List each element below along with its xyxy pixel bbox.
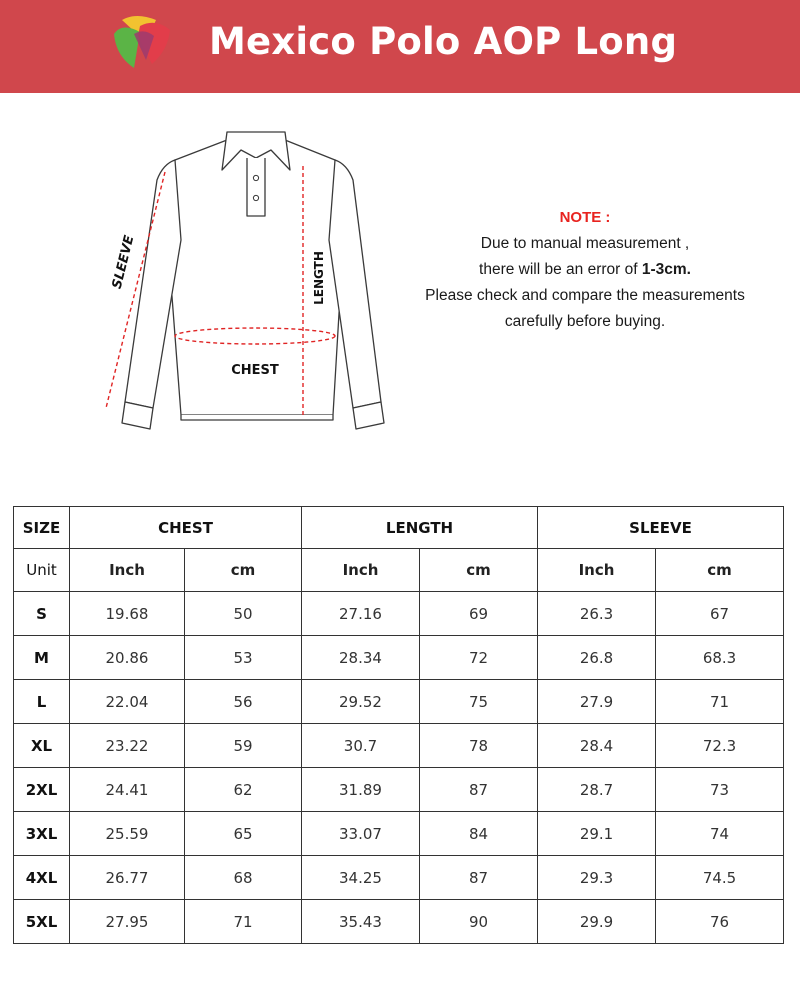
size-cell: XL <box>14 724 70 768</box>
length-inch-cell: 35.43 <box>302 900 420 944</box>
length-cm-cell: 87 <box>420 768 538 812</box>
page-title: Mexico Polo AOP Long <box>209 20 678 63</box>
sleeve-inch-cell: 27.9 <box>538 680 656 724</box>
table-row <box>14 724 784 768</box>
length-cm-cell: 72 <box>420 636 538 680</box>
chest-cm-cell: 50 <box>185 592 302 636</box>
measurement-note <box>400 205 770 335</box>
chest-cm-cell: 71 <box>185 900 302 944</box>
note-line-4: carefully before buying. <box>504 313 666 330</box>
sleeve-inch-cell: 26.8 <box>538 636 656 680</box>
sleeve-cm-cell: 71 <box>656 680 784 724</box>
table-header-row <box>14 507 784 549</box>
chest-inch-cell: 25.59 <box>70 812 185 856</box>
brand-logo-icon <box>112 14 176 72</box>
table-row <box>14 900 784 944</box>
length-cm-cell: 69 <box>420 592 538 636</box>
length-cm-cell: 75 <box>420 680 538 724</box>
note-error-range: 1-3cm. <box>641 261 691 278</box>
length-cm-cell: 90 <box>420 900 538 944</box>
table-row <box>14 680 784 724</box>
size-cell: L <box>14 680 70 724</box>
sleeve-inch-cell: 29.3 <box>538 856 656 900</box>
size-chart-table <box>13 506 784 944</box>
sleeve-cm-cell: 68.3 <box>656 636 784 680</box>
table-row <box>14 812 784 856</box>
size-cell: S <box>14 592 70 636</box>
unit-label: Unit <box>14 549 70 592</box>
sleeve-cm-cell: 67 <box>656 592 784 636</box>
sleeve-cm-cell: 74 <box>656 812 784 856</box>
sleeve-cm-cell: 73 <box>656 768 784 812</box>
note-line-2-prefix: there will be an error of <box>479 261 642 278</box>
unit-cell: cm <box>420 549 538 592</box>
table-row <box>14 636 784 680</box>
chest-inch-cell: 19.68 <box>70 592 185 636</box>
chest-cm-cell: 53 <box>185 636 302 680</box>
chest-inch-cell: 20.86 <box>70 636 185 680</box>
size-cell: M <box>14 636 70 680</box>
length-label: LENGTH <box>312 251 326 305</box>
chest-cm-cell: 65 <box>185 812 302 856</box>
sleeve-cm-cell: 72.3 <box>656 724 784 768</box>
polo-shirt-diagram <box>95 120 405 440</box>
length-inch-cell: 28.34 <box>302 636 420 680</box>
header-chest: CHEST <box>70 507 302 549</box>
chest-cm-cell: 68 <box>185 856 302 900</box>
sleeve-cm-cell: 76 <box>656 900 784 944</box>
note-line-3: Please check and compare the measurements <box>425 287 745 304</box>
chest-inch-cell: 27.95 <box>70 900 185 944</box>
sleeve-inch-cell: 29.1 <box>538 812 656 856</box>
chest-cm-cell: 56 <box>185 680 302 724</box>
length-inch-cell: 34.25 <box>302 856 420 900</box>
table-row <box>14 768 784 812</box>
length-inch-cell: 27.16 <box>302 592 420 636</box>
table-row <box>14 856 784 900</box>
table-row <box>14 592 784 636</box>
header-sleeve: SLEEVE <box>538 507 784 549</box>
length-inch-cell: 33.07 <box>302 812 420 856</box>
chest-inch-cell: 26.77 <box>70 856 185 900</box>
sleeve-label: SLEEVE <box>109 233 138 291</box>
length-inch-cell: 30.7 <box>302 724 420 768</box>
note-title: NOTE : <box>559 209 611 226</box>
sleeve-inch-cell: 28.4 <box>538 724 656 768</box>
chest-label: CHEST <box>231 363 279 378</box>
header-size: SIZE <box>14 507 70 549</box>
note-line-2 <box>400 257 770 283</box>
size-cell: 5XL <box>14 900 70 944</box>
length-inch-cell: 29.52 <box>302 680 420 724</box>
sleeve-inch-cell: 29.9 <box>538 900 656 944</box>
length-cm-cell: 87 <box>420 856 538 900</box>
chest-inch-cell: 23.22 <box>70 724 185 768</box>
header-length: LENGTH <box>302 507 538 549</box>
unit-cell: cm <box>656 549 784 592</box>
length-cm-cell: 78 <box>420 724 538 768</box>
note-line-1: Due to manual measurement , <box>480 235 690 252</box>
unit-cell: Inch <box>302 549 420 592</box>
length-cm-cell: 84 <box>420 812 538 856</box>
sleeve-inch-cell: 26.3 <box>538 592 656 636</box>
chest-inch-cell: 24.41 <box>70 768 185 812</box>
sleeve-cm-cell: 74.5 <box>656 856 784 900</box>
chest-cm-cell: 59 <box>185 724 302 768</box>
chest-cm-cell: 62 <box>185 768 302 812</box>
size-cell: 4XL <box>14 856 70 900</box>
unit-cell: cm <box>185 549 302 592</box>
header-banner <box>0 0 800 93</box>
length-inch-cell: 31.89 <box>302 768 420 812</box>
size-cell: 3XL <box>14 812 70 856</box>
unit-cell: Inch <box>538 549 656 592</box>
unit-row <box>14 549 784 592</box>
size-cell: 2XL <box>14 768 70 812</box>
chest-inch-cell: 22.04 <box>70 680 185 724</box>
unit-cell: Inch <box>70 549 185 592</box>
sleeve-inch-cell: 28.7 <box>538 768 656 812</box>
